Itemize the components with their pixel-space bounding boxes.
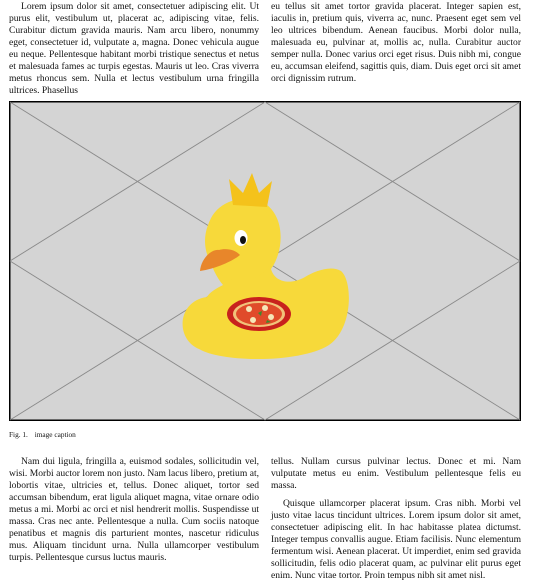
text-column-top-left xyxy=(9,1,259,97)
text-column-top-right xyxy=(271,1,521,85)
paragraph: eu tellus sit amet tortor gravida placerat. Integer sapien est, iaculis in, pretium quis, viverra ac, nunc. Praesent eget sem vel leo ultrices bibendum. Aenean faucibus. Morbi dolor nulla, malesuada eu, pulvinar at, mollis ac, nulla. Curabitur auctor semper nulla. Donec varius orci eget risus. Duis nibh mi, congue eu, accumsan eleifend, sagittis quis, diam. Duis eget orci sit amet orci dignissim rutrum. xyxy=(271,1,521,85)
figure-caption xyxy=(9,430,76,439)
text-column-bottom-left xyxy=(9,456,259,564)
paragraph: Quisque ullamcorper placerat ipsum. Cras nibh. Morbi vel justo vitae lacus tincidunt ultrices. Lorem ipsum dolor sit amet, consectetuer adipiscing elit. In hac habitasse platea dictumst. Integer tempus convallis augue. Etiam facilisis. Nunc elementum fermentum wisi. Aenean placerat. Ut imperdiet, enim sed gravida sollicitudin, felis odio placerat quam, ac pulvinar elit purus eget enim. Nunc vitae tortor. Proin tempus nibh sit amet nisl. xyxy=(271,498,521,582)
figure-label: Fig. 1. xyxy=(9,430,28,439)
paragraph: Lorem ipsum dolor sit amet, consectetuer adipiscing elit. Ut purus elit, vestibulum ut, placerat ac, adipiscing vitae, felis. Curabitur dictum gravida mauris. Nam arcu libero, nonummy eget, consectetuer id, vulputate a, magna. Donec vehicula augue eu neque. Pellentesque habitant morbi tristique senectus et netus et malesuada fames ac turpis egestas. Mauris ut leo. Cras viverra metus rhoncus sem. Nulla et lectus vestibulum urna fringilla ultrices. Phasellus xyxy=(9,1,259,97)
figure-image xyxy=(9,101,521,421)
paragraph: tellus. Nullam cursus pulvinar lectus. Donec et mi. Nam vulputate metus eu enim. Vestibulum pellentesque felis eu massa. xyxy=(271,456,521,492)
paragraph: Nam dui ligula, fringilla a, euismod sodales, sollicitudin vel, wisi. Morbi auctor lorem non justo. Nam lacus libero, pretium at, lobortis vitae, ultricies et, tellus. Donec aliquet, tortor sed accumsan bibendum, erat ligula aliquet magna, vitae ornare odio metus a mi. Morbi ac orci et nisl hendrerit mollis. Suspendisse ut massa. Cras nec ante. Pellentesque a nulla. Cum sociis natoque penatibus et magnis dis parturient montes, nascetur ridiculus mus. Aliquam tincidunt urna. Nulla ullamcorper vestibulum turpis. Pellentesque cursus luctus mauris. xyxy=(9,456,259,564)
caption-text: image caption xyxy=(34,430,76,439)
duck-placeholder-image xyxy=(9,101,521,421)
text-column-bottom-right xyxy=(271,456,521,582)
